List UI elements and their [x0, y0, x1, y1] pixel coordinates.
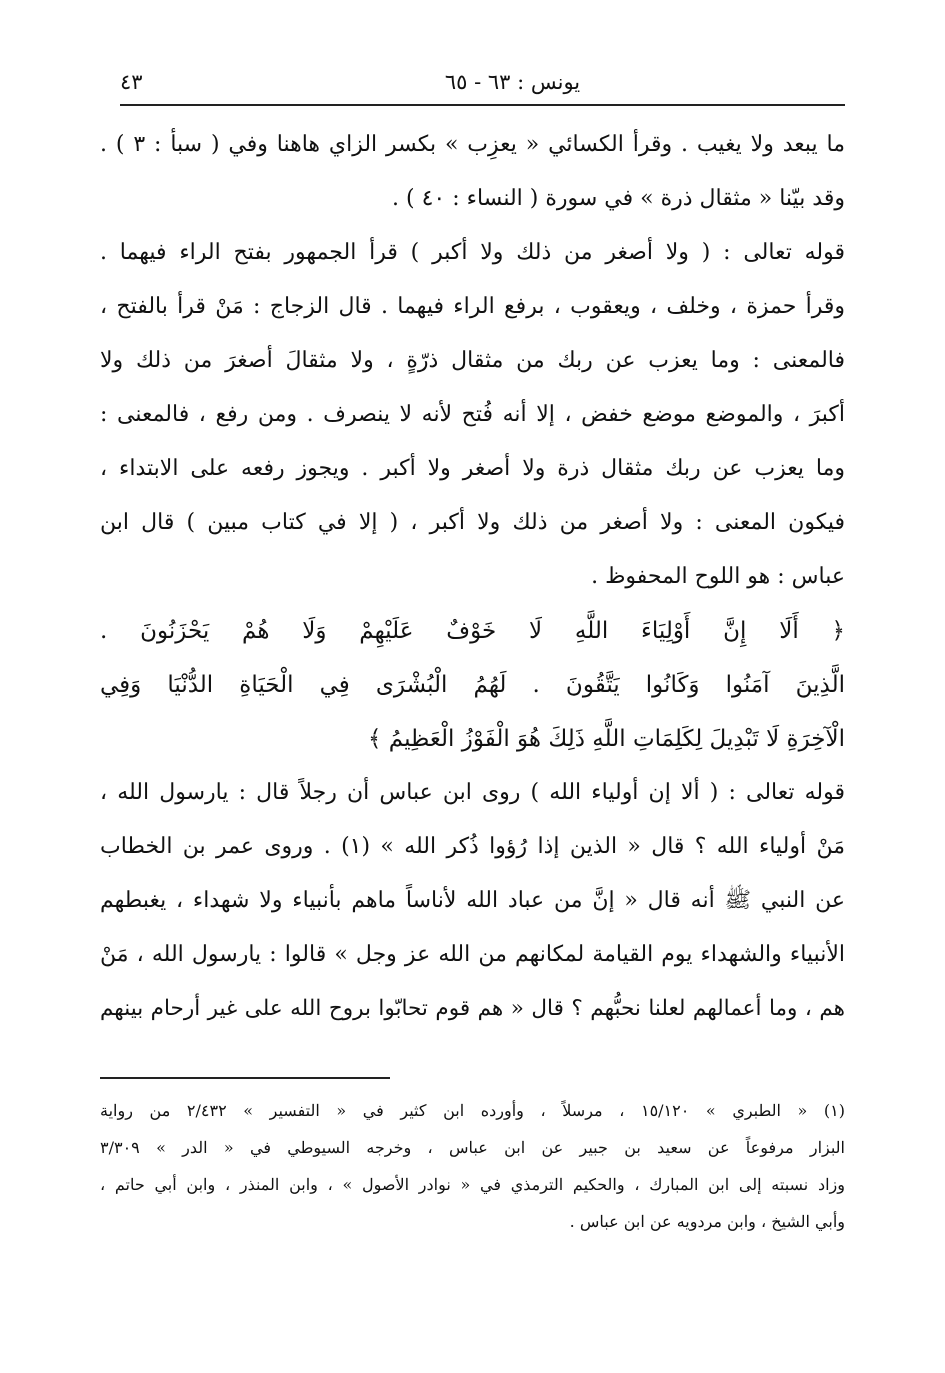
body-line: عباس : هو اللوح المحفوظ .	[591, 564, 845, 589]
footnote-line: (١) « الطبري » ١٥/١٢٠ ، مرسلاً ، وأورده ابن كثير في « التفسير » ٢/٤٣٢ من رواية	[100, 1101, 845, 1120]
verse-line: الْآخِرَةِ لَا تَبْدِيلَ لِكَلِمَاتِ اللَّهِ ذَلِكَ هُوَ الْفَوْزُ الْعَظِيمُ ﴾	[368, 726, 845, 752]
body-line: قوله تعالى : ( ولا أصغر من ذلك ولا أكبر ) قرأ الجمهور بفتح الراء فيهما .	[100, 240, 845, 265]
body-line: فالمعنى : وما يعزب عن ربك من مثقال ذرّةٍ ، ولا مثقالَ أصغرَ من ذلك ولا	[100, 348, 845, 373]
body-line: ما يبعد ولا يغيب . وقرأ الكسائي « يعزِب » بكسر الزاي هاهنا وفي ( سبأ : ٣ ) .	[100, 132, 845, 157]
body-line: قوله تعالى : ( ألا إن أولياء الله ) روى ابن عباس أن رجلاً قال : يارسول الله ،	[100, 780, 845, 805]
verse-line: الَّذِينَ آمَنُوا وَكَانُوا يَتَّقُونَ . لَهُمُ الْبُشْرَى فِي الْحَيَاةِ الدُّنْيَا وَفِي	[100, 672, 845, 698]
body-line: أكبرَ ، والموضع موضع خفض ، إلا أنه فُتح لأنه لا ينصرف . ومن رفع ، فالمعنى :	[100, 402, 845, 427]
footnote-rule	[100, 1077, 390, 1079]
footnote-line: وزاد نسبته إلى ابن المبارك ، والحكيم الترمذي في « نوادر الأصول » ، وابن المنذر ، وابن أبي حاتم ،	[100, 1175, 845, 1194]
body-line: وقرأ حمزة ، وخلف ، ويعقوب ، برفع الراء فيهما . قال الزجاج : مَنْ قرأ بالفتح ،	[100, 294, 845, 319]
body-line: فيكون المعنى : ولا أصغر من ذلك ولا أكبر ، ( إلا في كتاب مبين ) قال ابن	[100, 510, 845, 535]
body-line: وما يعزب عن ربك مثقال ذرة ولا أصغر ولا أكبر . ويجوز رفعه على الابتداء ،	[100, 456, 845, 481]
body-line: وقد بيّنا « مثقال ذرة » في سورة ( النساء : ٤٠ ) .	[392, 186, 845, 211]
page-number: ٤٣	[120, 70, 143, 94]
body-line: هم ، وما أعمالهم لعلنا نحبُّهم ؟ قال « هم قوم تحابّوا بروح الله على غير أرحام بينهم	[100, 996, 845, 1021]
body-line: الأنبياء والشهداء يوم القيامة لمكانهم من الله عز وجل » قالوا : يارسول الله ، مَنْ	[100, 942, 845, 967]
footnote-line: وأبي الشيخ ، وابن مردويه عن ابن عباس .	[569, 1212, 845, 1231]
body-text	[100, 118, 845, 1036]
verse-line: ﴿ أَلَا إِنَّ أَوْلِيَاءَ اللَّهِ لَا خَوْفٌ عَلَيْهِمْ وَلَا هُمْ يَحْزَنُونَ .	[100, 618, 845, 644]
header-rule	[120, 104, 845, 106]
body-line: عن النبي ﷺ أنه قال « إنَّ من عباد الله لأناساً ماهم بأنبياء ولا شهداء ، يغبطهم	[100, 888, 845, 913]
page-header	[120, 62, 845, 102]
footnotes	[100, 1092, 845, 1240]
body-line: مَنْ أولياء الله ؟ قال « الذين إذا رُؤوا ذُكر الله » (١) . وروى عمر بن الخطاب	[100, 834, 845, 859]
running-title: يونس : ٦٣ - ٦٥	[444, 70, 581, 94]
footnote-line: البزار مرفوعاً عن سعيد بن جبير عن ابن عباس ، وخرجه السيوطي في « الدر » ٣/٣٠٩	[100, 1138, 845, 1157]
